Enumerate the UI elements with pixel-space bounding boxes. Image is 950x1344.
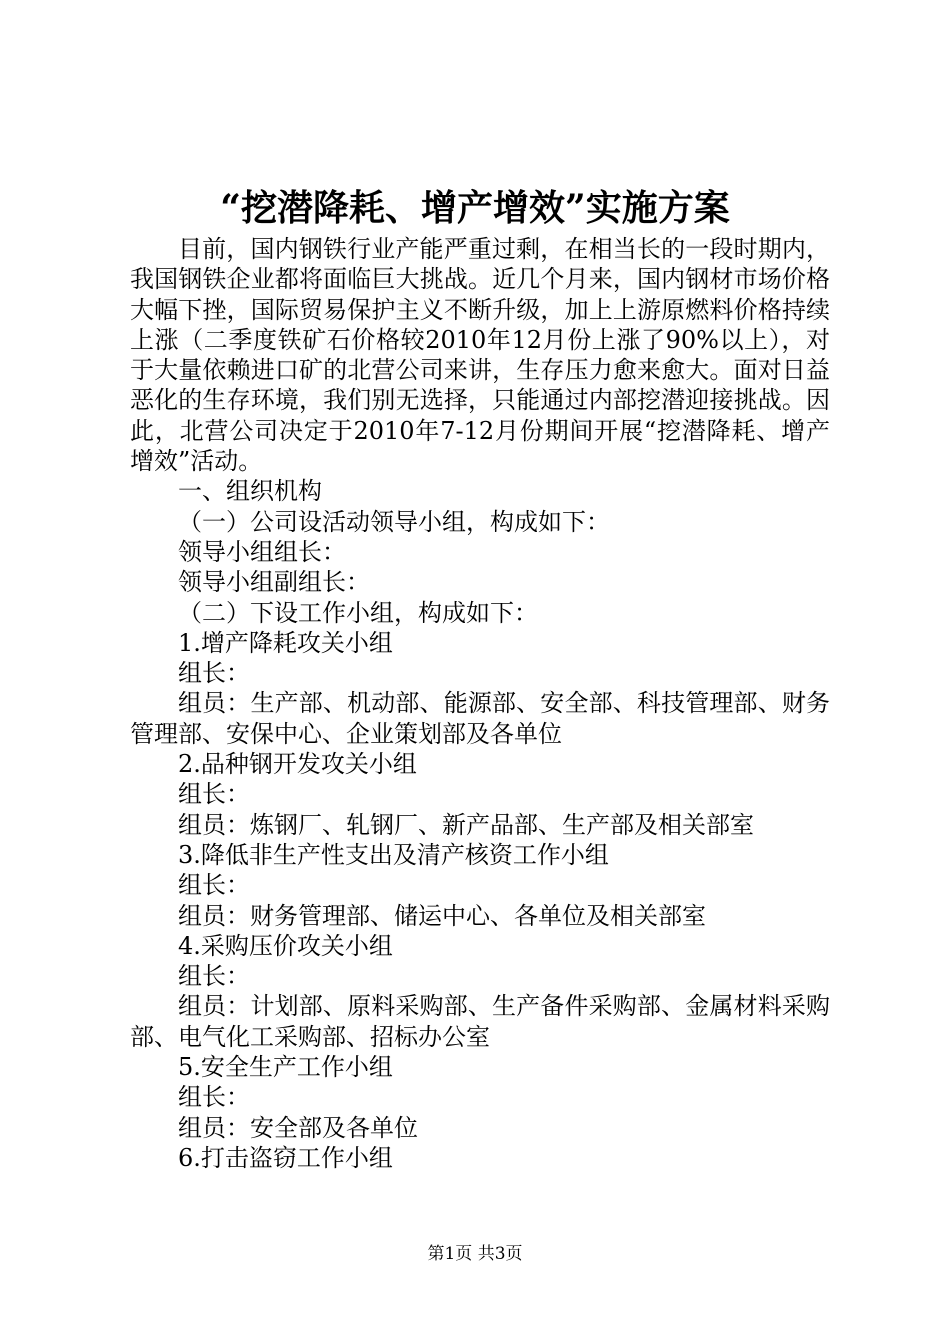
group-1-members: 组员：生产部、机动部、能源部、安全部、科技管理部、财务管理部、安保中心、企业策划部及各单位 [130,689,830,748]
group-2-leader: 组长： [178,780,250,809]
document-title: “挖潜降耗、增产增效”实施方案 [220,187,730,229]
subsection-work-groups: （二）下设工作小组，构成如下： [178,598,538,627]
group-5-heading: 5.安全生产工作小组 [178,1053,393,1082]
group-4-leader: 组长： [178,962,250,991]
leader-line: 领导小组组长： [178,537,346,566]
deputy-leader-line: 领导小组副组长： [178,568,370,597]
page-footer: 第1页 共3页 [427,1244,523,1264]
group-5-members: 组员：安全部及各单位 [178,1113,418,1142]
group-4-members: 组员：计划部、原料采购部、生产备件采购部、金属材料采购部、电气化工采购部、招标办公室 [130,992,830,1051]
group-3-leader: 组长： [178,871,250,900]
group-6-heading: 6.打击盗窃工作小组 [178,1143,393,1172]
group-1-heading: 1.增产降耗攻关小组 [178,628,393,657]
document-body [130,234,830,1173]
group-2-members: 组员：炼钢厂、轧钢厂、新产品部、生产部及相关部室 [178,810,754,839]
group-4-heading: 4.采购压价攻关小组 [178,931,393,960]
group-2-heading: 2.品种钢开发攻关小组 [178,750,417,779]
group-3-heading: 3.降低非生产性支出及清产核资工作小组 [178,840,609,869]
group-5-leader: 组长： [178,1083,250,1112]
group-3-members: 组员：财务管理部、储运中心、各单位及相关部室 [178,901,706,930]
subsection-leadership-group: （一）公司设活动领导小组，构成如下： [178,507,610,536]
section-heading-organization: 一、组织机构 [178,477,322,506]
intro-paragraph: 目前，国内钢铁行业产能严重过剩，在相当长的一段时期内，我国钢铁企业都将面临巨大挑战。近几个月来，国内钢材市场价格大幅下挫，国际贸易保护主义不断升级，加上上游原燃料价格持续上涨（二季度铁矿石价格较2010年12月份上涨了90%以上），对于大量依赖进口矿的北营公司来讲，生存压力愈来愈大。面对日益恶化的生存环境，我们别无选择，只能通过内部挖潜迎接挑战。因此，北营公司决定于2010年7-12月份期间开展“挖潜降耗、增产增效”活动。 [130,235,830,476]
group-1-leader: 组长： [178,659,250,688]
